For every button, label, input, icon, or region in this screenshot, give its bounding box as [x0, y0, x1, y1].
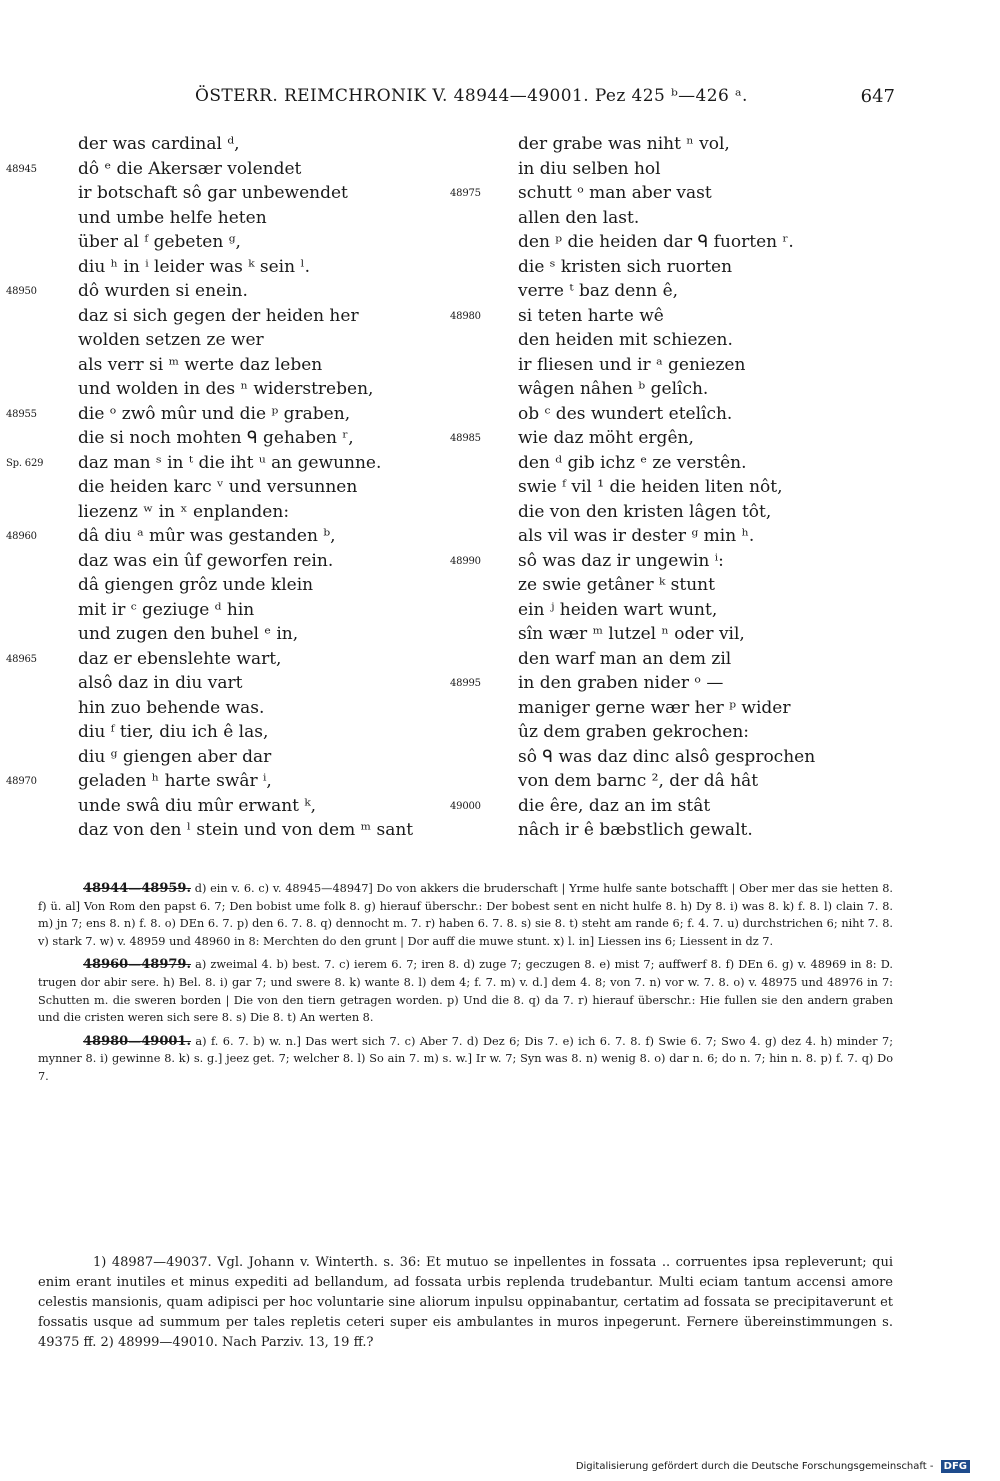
- verse-line: [480, 206, 900, 231]
- verse-line: [450, 304, 900, 329]
- verse-line: [480, 769, 900, 794]
- verse-text: in den graben nider ᵒ —: [518, 673, 724, 693]
- verse-text: wolden setzen ze wer: [78, 330, 264, 350]
- verse-text: swie ᶠ vil ¹ die heiden liten nôt,: [518, 477, 783, 497]
- verse-line: [480, 279, 900, 304]
- verse-number: 48950: [6, 286, 37, 297]
- verse-number: 48990: [450, 555, 481, 567]
- verse-line: [480, 353, 900, 378]
- verse-line: [40, 328, 460, 353]
- verse-line: [40, 230, 460, 255]
- verse-line: [480, 475, 900, 500]
- running-header: [80, 86, 895, 110]
- running-title: ÖSTERR. REIMCHRONIK V. 48944—49001. Pez 425 ᵇ—426 ᵃ.: [195, 86, 748, 106]
- verse-text: dâ giengen grôz unde klein: [78, 575, 314, 595]
- verse-text: der grabe was niht ⁿ vol,: [518, 134, 730, 154]
- verse-text: daz er ebenslehte wart,: [78, 648, 282, 669]
- page-number: 647: [860, 86, 895, 107]
- verse-text: den ᵖ die heiden dar ᑫ fuorten ʳ.: [518, 232, 794, 252]
- verse-line: [480, 132, 900, 157]
- verse-text: schutt ᵒ man aber vast: [518, 183, 712, 203]
- verse-text: der was cardinal ᵈ,: [78, 134, 240, 154]
- verse-line: [450, 549, 900, 574]
- verse-line: [40, 500, 460, 525]
- verse-text: verre ᵗ baz denn ê,: [518, 281, 679, 301]
- footnotes: 1) 48987—49037. Vgl. Johann v. Winterth. s. 36: Et mutuo se inpellentes in fossata .. corruentes ipsa repleverunt; qui enim erant inutiles et minus expediti ad bellandum, ad fossata urbis replenda trudebantur. Multi eciam tantum accensi amore celestis mansionis, quam adipisci per hoc voluntarie sine aliorum inpulsu oppinabantur, certatim ad fossata se precipitaverunt et fossatis usque ad summum per tales repletis ceteri super eis ambulantes in muros inpegerunt. Fernere übereinstimmungen s. 49375 ff. 2) 48999—49010. Nach Parziv. 13, 19 ff.?: [38, 1255, 893, 1350]
- verse-number: 48965: [6, 653, 37, 665]
- verse-line: [40, 671, 460, 696]
- verse-line: [480, 524, 900, 549]
- verse-line: [450, 671, 900, 696]
- verse-line: [480, 622, 900, 647]
- verse-line: [40, 598, 460, 623]
- verse-line: [480, 745, 900, 770]
- verse-text: sîn wær ᵐ lutzel ⁿ oder vil,: [518, 624, 745, 644]
- verse-text: geladen ʰ harte swâr ⁱ,: [78, 771, 272, 791]
- verse-line: [40, 720, 460, 745]
- verse-number: 48955: [6, 408, 37, 420]
- verse-text: diu ᶠ tier, diu ich ê las,: [78, 722, 269, 742]
- verse-number: 48960: [6, 531, 37, 542]
- verse-text: den ᵈ gib ichz ᵉ ze verstên.: [518, 452, 747, 473]
- verse-line: [40, 622, 460, 647]
- verse-text: diu ᵍ giengen aber dar: [78, 746, 272, 767]
- verse-number: 48945: [6, 163, 37, 175]
- verse-line: [40, 353, 460, 378]
- verse-text: ob ᶜ des wundert etelîch.: [518, 403, 733, 424]
- verse-line: [480, 402, 900, 427]
- left-verse-column: [6, 132, 460, 843]
- verse-text: si teten harte wê: [518, 305, 664, 326]
- verse-number: 48980: [450, 310, 481, 322]
- verse-text: maniger gerne wær her ᵖ wider: [518, 697, 791, 718]
- apparatus-notes: a) f. 6. 7. b) w. n.] Das wert sich 7. c) Aber 7. d) Dez 6; Dis 7. e) ich 6. 7. 8. f) Swie 6. 7; Swo 4. g) dez 4. h) minder 7; mynner 8. i) gewinne 8. k) s. g.] jeez get. 7; welcher 8. l) So ain 7. m) s. w.] Ir w. 7; Syn was 8. n) wenig 8. o) dar n. 6; do n. 7; hin n. 8. p) f. 7. q) Do 7.: [38, 1034, 894, 1083]
- dfg-logo: DFG: [941, 1460, 970, 1473]
- verse-line: [480, 647, 900, 672]
- verse-text: den heiden mit schiezen.: [518, 330, 733, 350]
- verse-line: [480, 328, 900, 353]
- verse-text: dô wurden si enein.: [78, 281, 248, 301]
- verse-text: als vil was ir dester ᵍ min ʰ.: [518, 526, 755, 546]
- verse-line: [480, 500, 900, 525]
- verse-line: [40, 181, 460, 206]
- verse-line: [6, 524, 460, 549]
- verse-text: daz si sich gegen der heiden her: [78, 305, 359, 326]
- verse-line: [6, 647, 460, 672]
- verse-text: allen den last.: [518, 207, 640, 228]
- verse-line: [480, 230, 900, 255]
- verse-text: alsô daz in diu vart: [78, 673, 243, 693]
- verse-number: 48985: [450, 433, 481, 444]
- verse-line: [40, 696, 460, 721]
- digitization-credit: [576, 1460, 970, 1473]
- verse-line: [40, 255, 460, 280]
- verse-text: unde swâ diu mûr erwant ᵏ,: [78, 795, 316, 816]
- verse-text: wie daz möht ergên,: [518, 428, 694, 448]
- verse-line: [6, 157, 460, 182]
- verse-text: nâch ir ê bæbstlich gewalt.: [518, 820, 753, 840]
- verse-text: daz man ˢ in ᵗ die iht ᵘ an gewunne.: [78, 452, 382, 473]
- verse-range: 48944—48959.: [83, 881, 191, 896]
- verse-text: ein ʲ heiden wart wunt,: [518, 599, 718, 620]
- verse-text: liezenz ʷ in ˣ enplanden:: [78, 501, 290, 522]
- apparatus-paragraph: [38, 1033, 893, 1086]
- verse-line: [450, 794, 900, 819]
- verse-text: dô ᵉ die Akersær volendet: [78, 158, 302, 179]
- verse-text: von dem barnc ², der dâ hât: [518, 771, 759, 791]
- verse-text: sô was daz ir ungewin ⁱ:: [518, 550, 724, 571]
- verse-range: 48980—49001.: [83, 1033, 191, 1049]
- verse-text: dâ diu ᵃ mûr was gestanden ᵇ,: [78, 526, 336, 546]
- verse-text: und umbe helfe heten: [78, 207, 267, 228]
- apparatus-notes: a) zweimal 4. b) best. 7. c) ierem 6. 7; iren 8. d) zuge 7; geczugen 8. e) mist 7; auffwerf 8. f) DEn 6. g) v. 48969 in 8: D. trugen dor abir sere. h) Bel. 8. i) gar 7; und swere 8. k) wante 8. l) dem 4; f. 7. m) v. d.] dem 4. 8; von 7. n) vor w. 7. 8. o) v. 48975 und 48976 in 7: Schutten m. die sweren borden | Die von den tiern getragen worden. p) Und die 8. q) da 7. r) hierauf überschr.: Hie fullen sie den andern graben und die cristen weren sich sere 8. s) Die 8. t) An werten 8.: [38, 958, 894, 1025]
- verse-text: diu ʰ in ⁱ leider was ᵏ sein ˡ.: [78, 256, 310, 277]
- verse-text: die heiden karc ᵛ und versunnen: [78, 477, 358, 497]
- verse-line: [480, 255, 900, 280]
- verse-text: daz was ein ûf geworfen rein.: [78, 550, 334, 571]
- verse-text: die êre, daz an im stât: [518, 795, 711, 816]
- verse-range: 48960—48979.: [83, 957, 191, 973]
- verse-text: daz von den ˡ stein und von dem ᵐ sant: [78, 820, 414, 840]
- verse-number: 48970: [6, 776, 37, 787]
- verse-text: die si noch mohten ᑫ gehaben ʳ,: [78, 428, 354, 448]
- critical-apparatus: [38, 880, 893, 1092]
- verse-line: [480, 696, 900, 721]
- verse-line: [40, 132, 460, 157]
- verse-line: [6, 451, 460, 476]
- verse-text: sô ᑫ was daz dinc alsô gesprochen: [518, 746, 816, 767]
- verse-text: als verr si ᵐ werte daz leben: [78, 354, 323, 375]
- verse-line: [480, 818, 900, 843]
- verse-number: 49000: [450, 800, 481, 812]
- verse-text: hin zuo behende was.: [78, 697, 265, 718]
- verse-text: ûz dem graben gekrochen:: [518, 722, 750, 742]
- verse-number: Sp. 629: [6, 457, 44, 469]
- verse-line: [6, 769, 460, 794]
- verse-text: in diu selben hol: [518, 158, 661, 179]
- verse-line: [480, 377, 900, 402]
- verse-text: den warf man an dem zil: [518, 648, 732, 669]
- apparatus-paragraph: [38, 956, 893, 1026]
- verse-line: [480, 720, 900, 745]
- verse-line: [6, 279, 460, 304]
- verse-line: [450, 181, 900, 206]
- verse-text: die ˢ kristen sich ruorten: [518, 256, 733, 277]
- verse-text: und zugen den buhel ᵉ in,: [78, 624, 299, 644]
- verse-line: [480, 573, 900, 598]
- credit-text: Digitalisierung gefördert durch die Deutsche Forschungsgemeinschaft -: [575, 1461, 934, 1472]
- verse-text: wâgen nâhen ᵇ gelîch.: [518, 379, 709, 399]
- verse-text: die ᵒ zwô mûr und die ᵖ graben,: [78, 403, 351, 424]
- verse-text: ir fliesen und ir ᵃ geniezen: [518, 354, 746, 375]
- verse-line: [480, 451, 900, 476]
- verse-text: über al ᶠ gebeten ᵍ,: [78, 232, 241, 252]
- verse-line: [40, 426, 460, 451]
- verse-line: [6, 402, 460, 427]
- apparatus-paragraph: [38, 880, 893, 950]
- verse-line: [40, 304, 460, 329]
- verse-line: [480, 598, 900, 623]
- verse-text: die von den kristen lâgen tôt,: [518, 501, 772, 522]
- verse-number: 48975: [450, 188, 481, 199]
- verse-text: ze swie getâner ᵏ stunt: [518, 575, 715, 595]
- verse-line: [40, 206, 460, 231]
- verse-line: [40, 549, 460, 574]
- verse-text: mit ir ᶜ geziuge ᵈ hin: [78, 599, 255, 620]
- verse-line: [40, 745, 460, 770]
- verse-line: [480, 157, 900, 182]
- verse-text: ir botschaft sô gar unbewendet: [78, 183, 348, 203]
- verse-line: [40, 818, 460, 843]
- right-verse-column: [450, 132, 900, 843]
- verse-line: [40, 573, 460, 598]
- verse-number: 48995: [450, 678, 481, 689]
- verse-line: [40, 794, 460, 819]
- verse-text: und wolden in des ⁿ widerstreben,: [78, 379, 374, 399]
- verse-line: [450, 426, 900, 451]
- apparatus-notes: d) ein v. 6. c) v. 48945—48947] Do von akkers die bruderschaft | Yrme hulfe sante botschafft | Ober mer das sie hetten 8. f) ü. al] Von Rom den papst 6. 7; Den bobist ume folk 8. g) hierauf überschr.: Der bobest sent en nicht hulfe 8. h) Dy 8. i) was 8. k) f. 8. l) clain 7. 8. m) jn 7; ens 8. n) f. 8. o) DEn 6. 7. p) den 6. 7. 8. q) dennocht m. 7. r) haben 6. 7. 8. s) sie 8. t) steht am rande 6; f. 4. 7. u) durchstrichen 6; niht 7. 8. v) stark 7. w) v. 48959 und 48960 in 8: Merchten do den grunt | Dor auff die muwe stunt. x) l. in] Liessen ins 6; Liessent in dz 7.: [38, 882, 893, 948]
- verse-line: [40, 475, 460, 500]
- verse-line: [40, 377, 460, 402]
